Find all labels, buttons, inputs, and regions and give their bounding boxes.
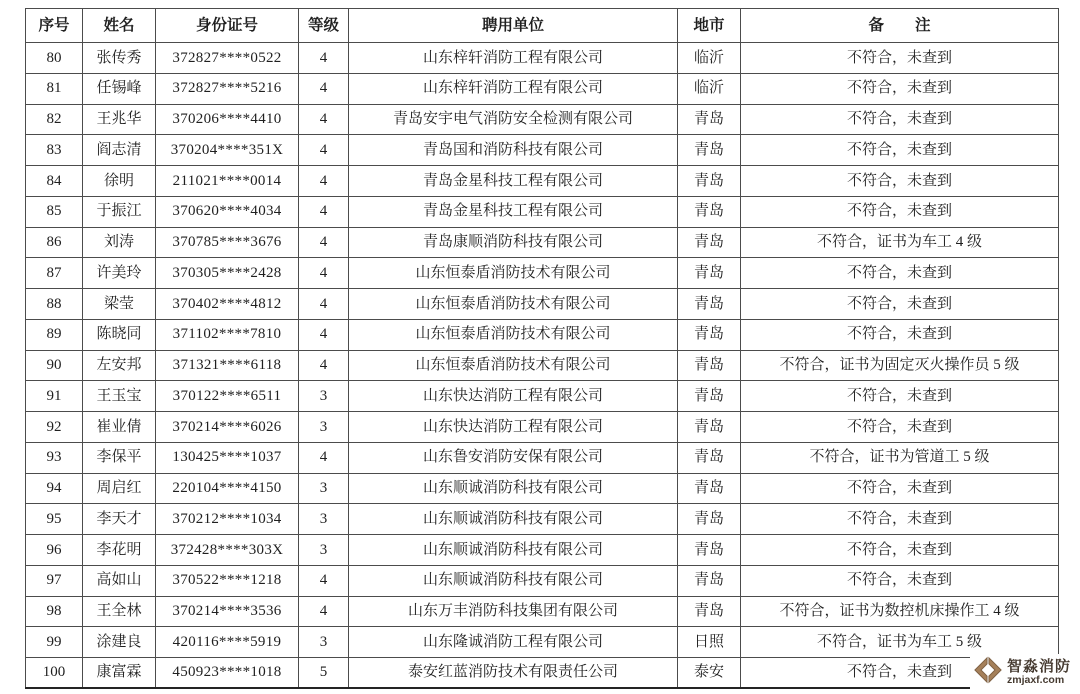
- watermark: [970, 654, 1074, 691]
- cell-company: 青岛金星科技工程有限公司: [349, 196, 678, 227]
- cell-grade: 4: [299, 43, 349, 74]
- cell-city: 青岛: [678, 104, 741, 135]
- column-header-company: 聘用单位: [349, 9, 678, 43]
- cell-id: 370214****3536: [156, 596, 299, 627]
- cell-name: 高如山: [83, 565, 156, 596]
- cell-remark: 不符合，证书为车工 5 级: [741, 627, 1059, 658]
- cell-name: 涂建良: [83, 627, 156, 658]
- table-row: [26, 627, 1059, 658]
- cell-index: 84: [26, 166, 83, 197]
- header-row: [26, 9, 1059, 43]
- column-header-city: 地市: [678, 9, 741, 43]
- cell-remark: 不符合，证书为车工 4 级: [741, 227, 1059, 258]
- cell-company: 山东顺诚消防科技有限公司: [349, 565, 678, 596]
- cell-company: 山东顺诚消防科技有限公司: [349, 504, 678, 535]
- table-header: [26, 9, 1059, 43]
- cell-city: 青岛: [678, 504, 741, 535]
- cell-name: 梁莹: [83, 289, 156, 320]
- cell-company: 山东万丰消防科技集团有限公司: [349, 596, 678, 627]
- watermark-domain: zmjaxf.com: [1006, 674, 1065, 687]
- cell-city: 青岛: [678, 412, 741, 443]
- cell-company: 山东恒泰盾消防技术有限公司: [349, 289, 678, 320]
- cell-remark: 不符合，未查到: [741, 196, 1059, 227]
- cell-name: 陈晓同: [83, 319, 156, 350]
- cell-grade: 4: [299, 596, 349, 627]
- cell-city: 青岛: [678, 442, 741, 473]
- cell-id: 371321****6118: [156, 350, 299, 381]
- cell-index: 96: [26, 535, 83, 566]
- cell-company: 山东快达消防工程有限公司: [349, 381, 678, 412]
- table-row: [26, 227, 1059, 258]
- table-row: [26, 43, 1059, 74]
- cell-grade: 3: [299, 504, 349, 535]
- table-row: [26, 442, 1059, 473]
- cell-remark: 不符合，未查到: [741, 135, 1059, 166]
- cell-name: 阎志清: [83, 135, 156, 166]
- cell-name: 李天才: [83, 504, 156, 535]
- cell-grade: 4: [299, 196, 349, 227]
- cell-grade: 3: [299, 412, 349, 443]
- cell-remark: 不符合，未查到: [741, 565, 1059, 596]
- column-header-grade: 等级: [299, 9, 349, 43]
- cell-name: 周启红: [83, 473, 156, 504]
- table-row: [26, 565, 1059, 596]
- table-row: [26, 381, 1059, 412]
- cell-city: 青岛: [678, 227, 741, 258]
- table-row: [26, 258, 1059, 289]
- column-header-name: 姓名: [83, 9, 156, 43]
- table-row: [26, 658, 1059, 689]
- table-row: [26, 350, 1059, 381]
- table-body: [26, 43, 1059, 689]
- cell-index: 82: [26, 104, 83, 135]
- cell-id: 370305****2428: [156, 258, 299, 289]
- cell-city: 青岛: [678, 166, 741, 197]
- cell-company: 山东快达消防工程有限公司: [349, 412, 678, 443]
- table-row: [26, 166, 1059, 197]
- cell-city: 青岛: [678, 535, 741, 566]
- cell-name: 张传秀: [83, 43, 156, 74]
- cell-id: 370204****351X: [156, 135, 299, 166]
- cell-city: 青岛: [678, 596, 741, 627]
- cell-city: 青岛: [678, 350, 741, 381]
- cell-company: 山东顺诚消防科技有限公司: [349, 535, 678, 566]
- cell-index: 95: [26, 504, 83, 535]
- cell-id: 370620****4034: [156, 196, 299, 227]
- cell-name: 王全林: [83, 596, 156, 627]
- table-row: [26, 412, 1059, 443]
- table-row: [26, 135, 1059, 166]
- cell-remark: 不符合，未查到: [741, 412, 1059, 443]
- cell-remark: 不符合，未查到: [741, 289, 1059, 320]
- cell-index: 83: [26, 135, 83, 166]
- cell-id: 370522****1218: [156, 565, 299, 596]
- cell-index: 87: [26, 258, 83, 289]
- personnel-table: [25, 8, 1059, 689]
- cell-index: 81: [26, 73, 83, 104]
- cell-remark: 不符合，证书为数控机床操作工 4 级: [741, 596, 1059, 627]
- column-header-id: 身份证号: [156, 9, 299, 43]
- cell-city: 青岛: [678, 473, 741, 504]
- cell-index: 89: [26, 319, 83, 350]
- cell-grade: 4: [299, 565, 349, 596]
- cell-id: 220104****4150: [156, 473, 299, 504]
- table-row: [26, 535, 1059, 566]
- table-row: [26, 73, 1059, 104]
- cell-city: 青岛: [678, 565, 741, 596]
- table-row: [26, 504, 1059, 535]
- cell-company: 山东顺诚消防科技有限公司: [349, 473, 678, 504]
- cell-grade: 4: [299, 289, 349, 320]
- cell-index: 100: [26, 658, 83, 689]
- cell-index: 94: [26, 473, 83, 504]
- cell-company: 青岛金星科技工程有限公司: [349, 166, 678, 197]
- cell-id: 372827****0522: [156, 43, 299, 74]
- cell-remark: 不符合，未查到: [741, 73, 1059, 104]
- cell-company: 泰安红蓝消防技术有限责任公司: [349, 658, 678, 689]
- cell-grade: 3: [299, 381, 349, 412]
- cell-remark: 不符合，未查到: [741, 473, 1059, 504]
- cell-grade: 4: [299, 166, 349, 197]
- cell-remark: 不符合，未查到: [741, 43, 1059, 74]
- cell-id: 370402****4812: [156, 289, 299, 320]
- cell-grade: 4: [299, 227, 349, 258]
- cell-grade: 4: [299, 319, 349, 350]
- cell-company: 山东鲁安消防安保有限公司: [349, 442, 678, 473]
- cell-id: 420116****5919: [156, 627, 299, 658]
- cell-name: 左安邦: [83, 350, 156, 381]
- cell-grade: 4: [299, 104, 349, 135]
- column-header-remark: 备 注: [741, 9, 1059, 43]
- cell-company: 青岛国和消防科技有限公司: [349, 135, 678, 166]
- cell-name: 李保平: [83, 442, 156, 473]
- column-header-index: 序号: [26, 9, 83, 43]
- cell-city: 青岛: [678, 289, 741, 320]
- cell-remark: 不符合，未查到: [741, 535, 1059, 566]
- cell-city: 青岛: [678, 135, 741, 166]
- table-row: [26, 289, 1059, 320]
- cell-grade: 3: [299, 473, 349, 504]
- table-row: [26, 473, 1059, 504]
- cell-id: 372827****5216: [156, 73, 299, 104]
- cell-remark: 不符合，未查到: [741, 319, 1059, 350]
- cell-grade: 4: [299, 442, 349, 473]
- cell-city: 青岛: [678, 196, 741, 227]
- cell-name: 王兆华: [83, 104, 156, 135]
- cell-city: 临沂: [678, 73, 741, 104]
- cell-city: 青岛: [678, 258, 741, 289]
- cell-name: 王玉宝: [83, 381, 156, 412]
- cell-grade: 4: [299, 350, 349, 381]
- cell-name: 康富霖: [83, 658, 156, 689]
- cell-city: 青岛: [678, 381, 741, 412]
- cell-index: 97: [26, 565, 83, 596]
- cell-city: 泰安: [678, 658, 741, 689]
- cell-remark: 不符合，证书为固定灭火操作员 5 级: [741, 350, 1059, 381]
- cell-name: 任锡峰: [83, 73, 156, 104]
- cell-id: 370212****1034: [156, 504, 299, 535]
- table-row: [26, 319, 1059, 350]
- cell-remark: 不符合，未查到: [741, 258, 1059, 289]
- table-row: [26, 596, 1059, 627]
- cell-id: 370122****6511: [156, 381, 299, 412]
- cell-id: 370214****6026: [156, 412, 299, 443]
- cell-index: 98: [26, 596, 83, 627]
- cell-index: 99: [26, 627, 83, 658]
- cell-id: 370785****3676: [156, 227, 299, 258]
- cell-index: 91: [26, 381, 83, 412]
- cell-grade: 4: [299, 258, 349, 289]
- cell-id: 372428****303X: [156, 535, 299, 566]
- cell-grade: 4: [299, 73, 349, 104]
- cell-name: 徐明: [83, 166, 156, 197]
- cell-company: 山东恒泰盾消防技术有限公司: [349, 350, 678, 381]
- cell-company: 山东梓轩消防工程有限公司: [349, 73, 678, 104]
- cell-id: 211021****0014: [156, 166, 299, 197]
- cell-company: 青岛康顺消防科技有限公司: [349, 227, 678, 258]
- table-row: [26, 104, 1059, 135]
- cell-remark: 不符合，未查到: [741, 381, 1059, 412]
- cell-name: 李花明: [83, 535, 156, 566]
- watermark-text: [1007, 659, 1071, 686]
- cell-id: 450923****1018: [156, 658, 299, 689]
- cell-id: 370206****4410: [156, 104, 299, 135]
- cell-company: 山东梓轩消防工程有限公司: [349, 43, 678, 74]
- cell-company: 山东隆诚消防工程有限公司: [349, 627, 678, 658]
- cell-name: 许美玲: [83, 258, 156, 289]
- cell-company: 山东恒泰盾消防技术有限公司: [349, 258, 678, 289]
- cell-grade: 5: [299, 658, 349, 689]
- cell-name: 于振江: [83, 196, 156, 227]
- cell-remark: 不符合，证书为管道工 5 级: [741, 442, 1059, 473]
- cell-name: 崔业倩: [83, 412, 156, 443]
- cell-company: 青岛安宇电气消防安全检测有限公司: [349, 104, 678, 135]
- watermark-brand: 智淼消防: [1006, 658, 1071, 676]
- cell-grade: 4: [299, 135, 349, 166]
- cell-city: 临沂: [678, 43, 741, 74]
- cell-index: 88: [26, 289, 83, 320]
- cell-city: 日照: [678, 627, 741, 658]
- cell-name: 刘涛: [83, 227, 156, 258]
- cell-remark: 不符合，未查到: [741, 166, 1059, 197]
- cell-remark: 不符合，未查到: [741, 104, 1059, 135]
- cell-index: 92: [26, 412, 83, 443]
- table-row: [26, 196, 1059, 227]
- cell-id: 130425****1037: [156, 442, 299, 473]
- cell-index: 86: [26, 227, 83, 258]
- cell-index: 90: [26, 350, 83, 381]
- cell-id: 371102****7810: [156, 319, 299, 350]
- cell-index: 93: [26, 442, 83, 473]
- cell-remark: 不符合，未查到: [741, 658, 1059, 689]
- cell-grade: 3: [299, 535, 349, 566]
- cell-city: 青岛: [678, 319, 741, 350]
- cell-grade: 3: [299, 627, 349, 658]
- watermark-logo-icon: [973, 655, 1003, 690]
- cell-company: 山东恒泰盾消防技术有限公司: [349, 319, 678, 350]
- cell-index: 85: [26, 196, 83, 227]
- cell-remark: 不符合，未查到: [741, 504, 1059, 535]
- cell-index: 80: [26, 43, 83, 74]
